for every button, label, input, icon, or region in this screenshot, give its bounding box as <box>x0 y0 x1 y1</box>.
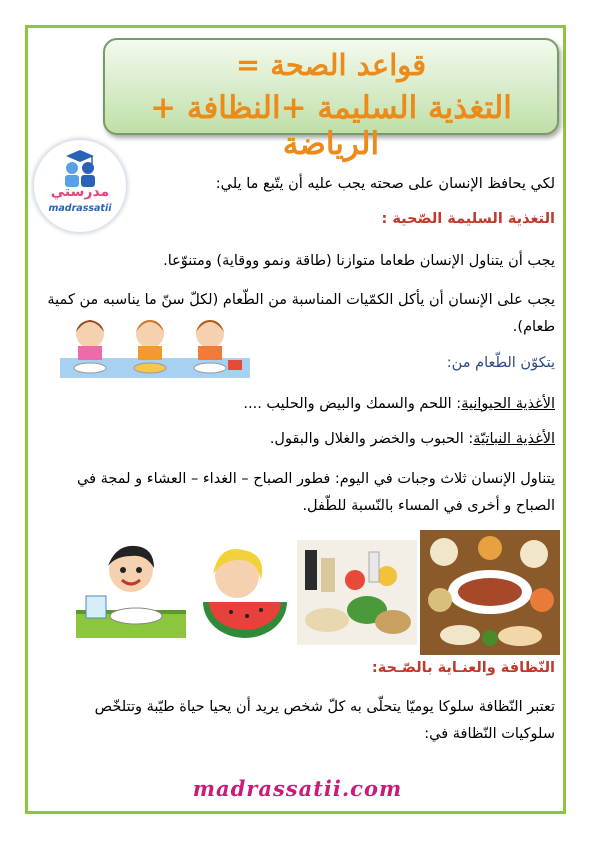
animal-foods-line <box>243 396 555 412</box>
plant-foods-line <box>270 431 555 447</box>
nutrition-heading: التغذية السليمة الصّحية : <box>381 211 555 227</box>
madrassatii-logo <box>34 140 126 232</box>
title-banner <box>103 38 559 162</box>
title-line-2: التغذية السليمة +النظافة + الرياضة <box>150 90 512 162</box>
plant-foods-text: : الحبوب والخضر والغلال والبقول. <box>269 431 474 447</box>
quantity-text: يجب على الإنسان أن يأكل الكمّيات المناسبة من الطّعام (لكلّ سنّ ما يناسبه من كمية طعام). <box>47 292 555 335</box>
balanced-diet-text: يجب أن يتناول الإنسان طعاما متوازنا (طاقة ونمو ووقاية) ومتنوّعا. <box>163 253 555 269</box>
logo-latin-text: madrassatii <box>48 203 112 214</box>
animal-foods-text: : اللحم والسمك والبيض والحليب .... <box>243 396 462 412</box>
logo-children-icon <box>56 148 104 188</box>
title-line-1: قواعد الصحة = <box>235 48 427 82</box>
animal-foods-label: الأغذية الحيوانية <box>461 396 555 412</box>
children-eating-image <box>60 312 250 382</box>
hygiene-text: تعتبر النّظافة سلوكا يوميّا يتحلّى به كلّ شخص يريد أن يحيا حياة طيّبة وتتلخّص سلوكيات النّظافة في: <box>94 699 555 742</box>
hygiene-heading: النّظافة والعنـاية بالصّـحة: <box>371 660 555 676</box>
website-footer: madrassatii.com <box>192 776 403 801</box>
intro-text: لكي يحافظ الإنسان على صحته يجب عليه أن يتّبع ما يلي: <box>215 176 555 192</box>
boy-eating-image <box>76 540 186 640</box>
daily-meals-text: يتناول الإنسان ثلاث وجبات في اليوم: فطور الصباح – الغداء – العشاء و لمجة في الصباح و أخرى في المساء بالنّسبة للطّفل. <box>76 471 555 514</box>
logo-arabic-text: مدرستي <box>50 184 110 200</box>
girl-watermelon-image <box>195 540 295 640</box>
meals-table-image <box>420 530 560 655</box>
plant-foods-label: الأغذية النباتيّة <box>473 431 555 447</box>
food-composition-intro: يتكوّن الطّعام من: <box>446 355 555 371</box>
food-groups-image <box>297 540 417 645</box>
